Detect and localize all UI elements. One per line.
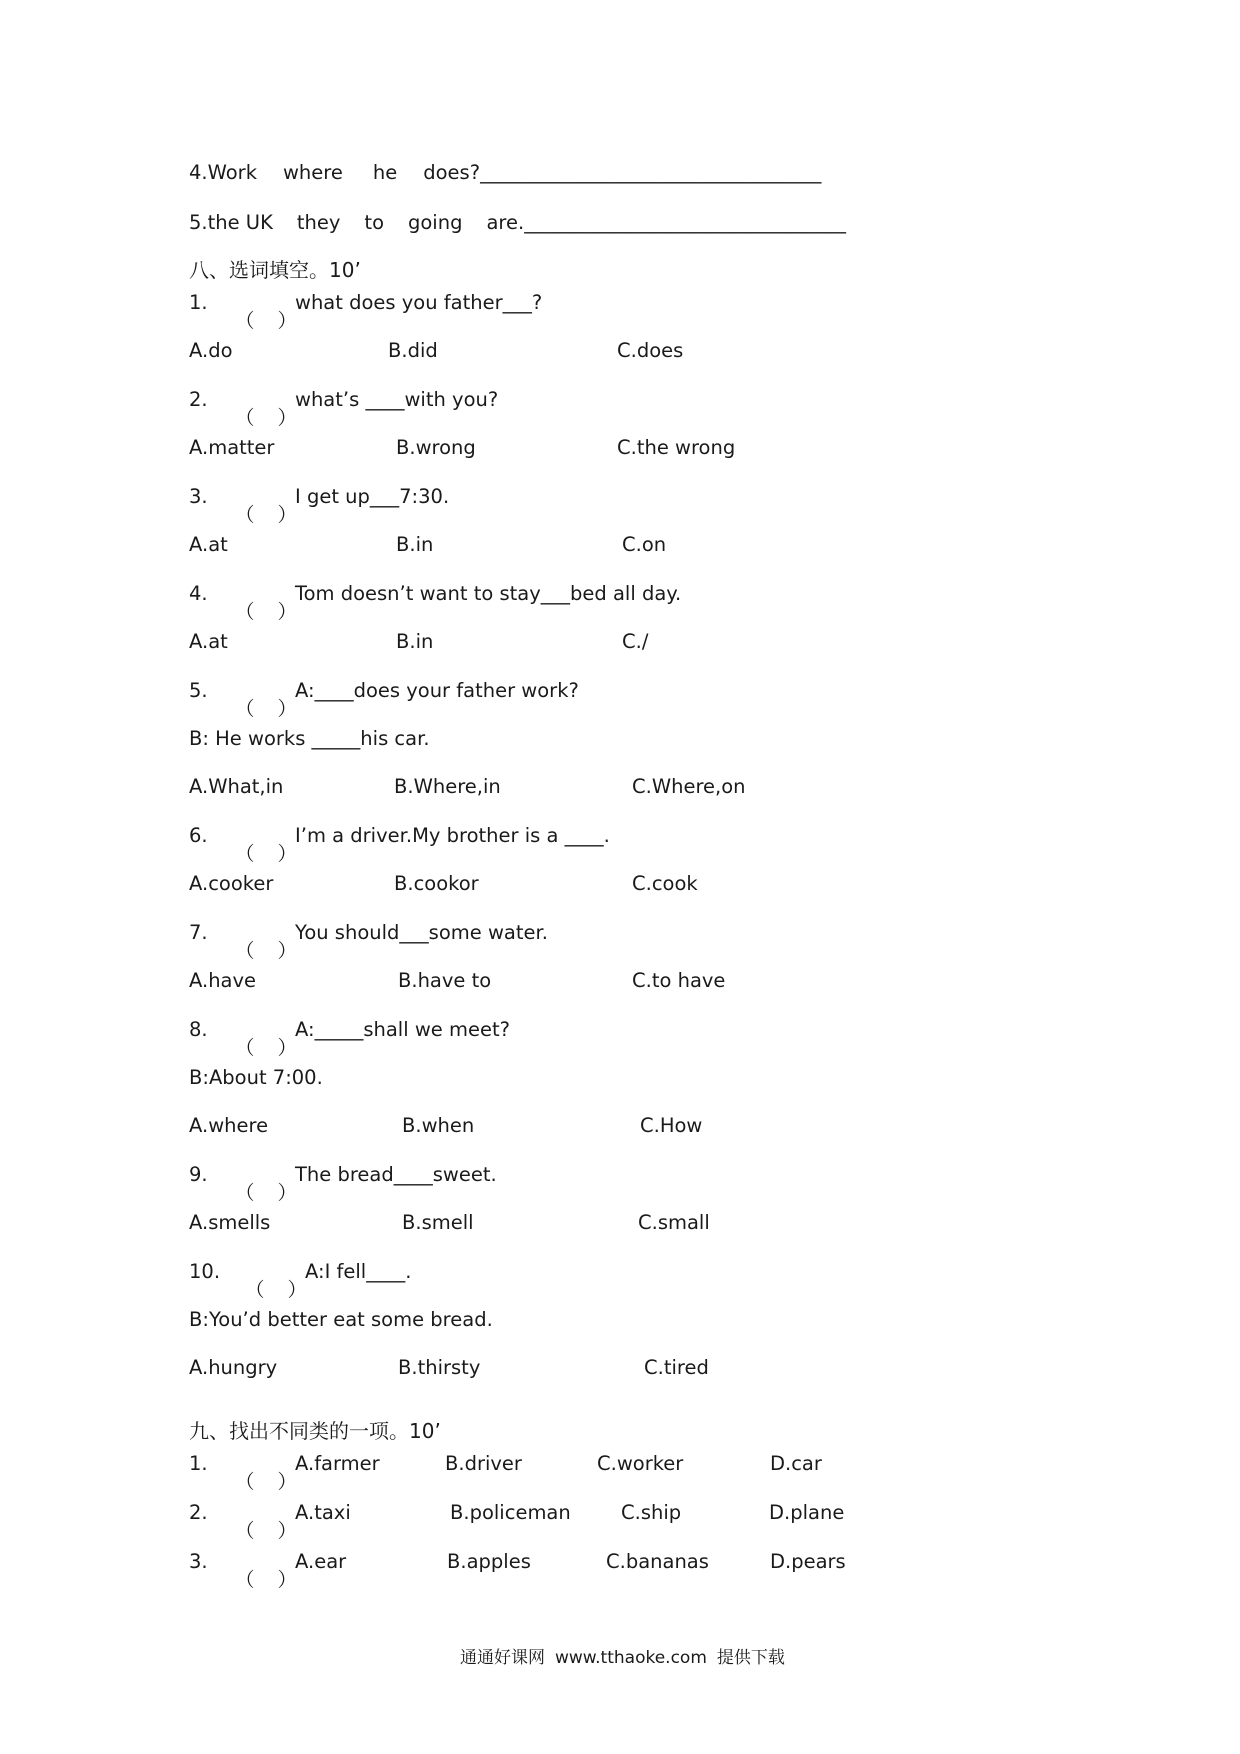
option-text[interactable]: C.cook	[632, 872, 698, 895]
option-a	[189, 1211, 270, 1235]
option-d	[770, 1550, 846, 1574]
option-c	[640, 1114, 702, 1138]
reorder-sentence-5	[189, 211, 846, 235]
option-text[interactable]: A.ear	[295, 1550, 347, 1573]
question-number: 8.	[189, 1018, 208, 1041]
option-text[interactable]: A.at	[189, 630, 228, 653]
option-text[interactable]: C.Where,on	[632, 775, 746, 798]
option-text[interactable]: A.hungry	[189, 1356, 278, 1379]
option-text[interactable]: C.bananas	[606, 1550, 709, 1573]
reorder-sentence-4	[189, 161, 821, 185]
option-a	[189, 775, 283, 799]
question-number: 6.	[189, 824, 208, 847]
option-b	[398, 969, 491, 993]
option-b	[447, 1550, 531, 1574]
option-c	[617, 436, 735, 460]
odd-one-out-2	[189, 1501, 295, 1525]
option-d	[769, 1501, 844, 1525]
option-text[interactable]: A.farmer	[295, 1452, 380, 1475]
question-number: 1.	[189, 291, 208, 314]
option-text[interactable]: B.thirsty	[398, 1356, 481, 1379]
option-b	[402, 1114, 474, 1138]
option-a	[189, 533, 228, 557]
option-c	[606, 1550, 709, 1574]
option-c	[632, 775, 746, 799]
question-10	[189, 1260, 411, 1284]
option-a	[189, 1356, 277, 1380]
option-a	[295, 1550, 346, 1574]
answer-blank[interactable]: ___________________________________	[480, 161, 822, 184]
question-number: 1.	[189, 1452, 208, 1475]
option-text[interactable]: A.smells	[189, 1211, 271, 1234]
option-text[interactable]: B.did	[388, 339, 438, 362]
answer-blank[interactable]: _________________________________	[524, 211, 846, 234]
option-a	[189, 339, 233, 363]
dialogue-line	[189, 1308, 493, 1332]
question-4	[189, 582, 681, 606]
question-text: I’m a driver.My brother is a ____.	[295, 824, 610, 847]
option-c	[632, 969, 725, 993]
option-text[interactable]: D.plane	[769, 1501, 845, 1524]
option-text[interactable]: C.How	[640, 1114, 703, 1137]
dialogue-text: B: He works _____his car.	[189, 727, 430, 750]
question-number: 5.	[189, 679, 208, 702]
option-c	[597, 1452, 683, 1476]
question-text: The bread____sweet.	[295, 1163, 497, 1186]
option-b	[402, 1211, 474, 1235]
dialogue-text: B:About 7:00.	[189, 1066, 323, 1089]
question-text: A:I fell____.	[305, 1260, 412, 1283]
option-text[interactable]: C./	[622, 630, 649, 653]
question-5	[189, 679, 579, 703]
option-c	[644, 1356, 709, 1380]
option-text[interactable]: B.cookor	[394, 872, 479, 895]
option-text[interactable]: B.policeman	[450, 1501, 571, 1524]
question-text: I get up___7:30.	[295, 485, 450, 508]
odd-one-out-3	[189, 1550, 295, 1574]
option-c	[622, 630, 648, 654]
question-number: 2.	[189, 388, 208, 411]
option-c	[622, 533, 666, 557]
option-text[interactable]: A.cooker	[189, 872, 274, 895]
section-title: 八、选词填空。10’	[189, 258, 361, 282]
question-text: A:____does your father work?	[295, 679, 579, 702]
question-text: A:_____shall we meet?	[295, 1018, 510, 1041]
dialogue-line	[189, 727, 430, 751]
footer-url[interactable]: www.tthaoke.com	[555, 1648, 707, 1668]
question-2	[189, 388, 498, 412]
option-text[interactable]: C.does	[617, 339, 684, 362]
option-b	[394, 872, 479, 896]
word: going	[408, 211, 463, 234]
question-1	[189, 291, 542, 315]
footer-site-name: 通通好课网	[460, 1648, 545, 1668]
option-c	[638, 1211, 710, 1235]
option-b	[388, 339, 438, 363]
option-c	[617, 339, 683, 363]
option-text[interactable]: C.worker	[597, 1452, 684, 1475]
section-8-heading	[189, 258, 361, 282]
option-b	[398, 1356, 480, 1380]
option-a	[189, 1114, 268, 1138]
option-text[interactable]: D.pears	[770, 1550, 846, 1573]
word: they	[296, 211, 341, 234]
option-text[interactable]: B.have to	[398, 969, 492, 992]
word: 4.Work	[189, 161, 257, 184]
question-number: 3.	[189, 1550, 208, 1573]
option-c	[632, 872, 698, 896]
option-text[interactable]: C.to have	[632, 969, 726, 992]
option-text[interactable]: A.do	[189, 339, 233, 362]
option-text[interactable]: B.wrong	[396, 436, 476, 459]
option-text[interactable]: B.apples	[447, 1550, 531, 1573]
option-text[interactable]: B.in	[396, 630, 434, 653]
option-a	[189, 436, 274, 460]
section-9-heading	[189, 1419, 441, 1443]
question-number: 9.	[189, 1163, 208, 1186]
option-b	[394, 775, 501, 799]
option-b	[396, 533, 433, 557]
question-text: what does you father___?	[295, 291, 543, 314]
option-a	[295, 1452, 380, 1476]
option-text[interactable]: C.on	[622, 533, 667, 556]
section-title: 九、找出不同类的一项。10’	[189, 1419, 441, 1443]
question-text: what’s ____with you?	[295, 388, 499, 411]
question-number: 10.	[189, 1260, 221, 1283]
question-3	[189, 485, 449, 509]
option-text[interactable]: C.tired	[644, 1356, 709, 1379]
question-number: 2.	[189, 1501, 208, 1524]
question-number: 3.	[189, 485, 208, 508]
dialogue-line	[189, 1066, 323, 1090]
option-text[interactable]: B.driver	[445, 1452, 522, 1475]
word: does?	[423, 161, 481, 184]
question-9	[189, 1163, 497, 1187]
option-text[interactable]: A.where	[189, 1114, 269, 1137]
word: where	[282, 161, 343, 184]
option-b	[396, 630, 433, 654]
question-text: You should___some water.	[295, 921, 548, 944]
option-text[interactable]: B.Where,in	[394, 775, 501, 798]
question-6	[189, 824, 610, 848]
option-text[interactable]: A.What,in	[189, 775, 284, 798]
option-text[interactable]: A.taxi	[295, 1501, 351, 1524]
option-b	[445, 1452, 522, 1476]
option-text[interactable]: A.at	[189, 533, 228, 556]
word: are.	[486, 211, 525, 234]
option-b	[396, 436, 476, 460]
question-7	[189, 921, 548, 945]
footer-action: 提供下载	[716, 1648, 785, 1668]
option-d	[770, 1452, 822, 1476]
option-b	[450, 1501, 571, 1525]
question-number: 7.	[189, 921, 208, 944]
odd-one-out-1	[189, 1452, 295, 1476]
option-text[interactable]: C.small	[638, 1211, 710, 1234]
option-a	[189, 969, 256, 993]
option-text[interactable]: C.the wrong	[617, 436, 736, 459]
option-text[interactable]: C.ship	[621, 1501, 682, 1524]
option-text[interactable]: A.have	[189, 969, 257, 992]
question-8	[189, 1018, 510, 1042]
option-a	[189, 630, 228, 654]
option-text[interactable]: A.matter	[189, 436, 275, 459]
option-c	[621, 1501, 681, 1525]
option-text[interactable]: B.smell	[402, 1211, 474, 1234]
word: he	[372, 161, 398, 184]
option-text[interactable]: B.in	[396, 533, 434, 556]
option-a	[295, 1501, 351, 1525]
dialogue-text: B:You’d better eat some bread.	[189, 1308, 493, 1331]
question-text: Tom doesn’t want to stay___bed all day.	[295, 582, 682, 605]
word: to	[364, 211, 384, 234]
option-text[interactable]: B.when	[402, 1114, 475, 1137]
option-a	[189, 872, 273, 896]
question-number: 4.	[189, 582, 208, 605]
page-footer	[460, 1643, 795, 1668]
option-text[interactable]: D.car	[770, 1452, 822, 1475]
word: 5.the UK	[189, 211, 273, 234]
